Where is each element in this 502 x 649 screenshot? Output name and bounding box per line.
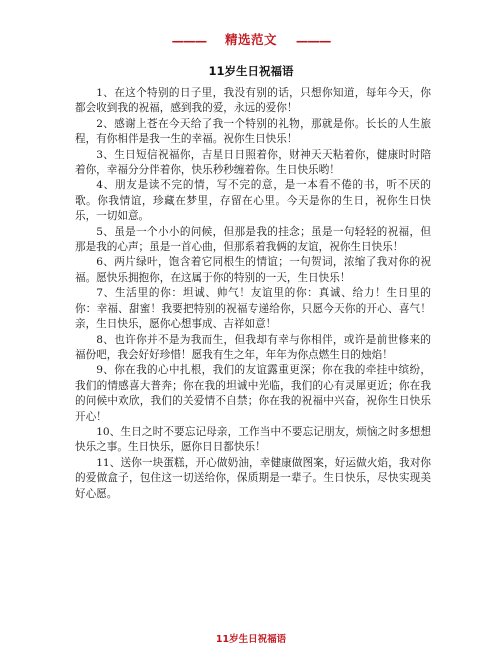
paragraph-5: 5、虽是一个小小的问候，但那是我的挂念；虽是一句轻轻的祝福，但那是我的心声；虽是一首心曲，但那系着我俩的友谊，祝你生日快乐！ [75,225,431,254]
paragraph-3: 3、生日短信祝福你，吉星日日照着你，财神天天粘着你，健康时时陪着你，幸福分分伴着你，快乐秒秒缠着你。生日快乐哟！ [75,148,431,177]
paragraph-9: 9、你在我的心中扎根，我们的友谊露重更深；你在我的牵挂中缤纷，我们的情感喜大普奔；你在我的坦诚中光临，我们的心有灵犀更近；你在我的问候中欢欣，我们的关爱情不自禁；你在我的祝福中兴奋，祝你生日快乐开心！ [75,364,431,423]
paragraph-6: 6、两片绿叶，饱含着它同根生的情谊；一句贺词，浓缩了我对你的祝福。愿快乐拥抱你，在这属于你的特别的一天，生日快乐！ [75,256,431,284]
header-right-rule: ——— [295,33,331,48]
page-footer: 11岁生日祝福语 [215,634,287,645]
header-left-rule: ——— [171,33,207,48]
paragraph-8: 8、也许你并不是为我而生，但我却有幸与你相伴，或许是前世修来的福份吧，我会好好珍惜！愿我有生之年，年年为你点燃生日的烛焰！ [75,333,431,361]
paragraph-11: 11、送你一块蛋糕，开心做奶油，幸健康做图案，好运做火焰，我对你的爱做盒子，包住这一切送给你，保质期是一辈子。生日快乐，尽快实现美好心愿。 [75,456,431,500]
paragraph-1: 1、在这个特别的日子里，我没有别的话，只想你知道，每年今天，你都会收到我的祝福，感到我的爱，永远的爱你！ [75,87,431,115]
paragraph-10: 10、生日之时不要忘记母亲，工作当中不要忘记朋友，烦恼之时多想想快乐之事。生日快乐，愿你日日都快乐！ [75,425,431,454]
header-banner [0,30,502,48]
paragraph-4: 4、朋友是读不完的情，写不完的意，是一本看不倦的书，听不厌的歌。你我情谊，珍藏在梦里，存留在心里。今天是你的生日，祝你生日快乐，一切如意。 [75,179,431,223]
document-title: 11岁生日祝福语 [208,64,294,78]
paragraph-7: 7、生活里的你：坦诚、帅气！友谊里的你：真诚、给力！生日里的你：幸福、甜蜜！我要把特别的祝福专递给你，只愿今天你的开心、喜气！亲，生日快乐，愿你心想事成、吉祥如意！ [75,287,431,331]
header-label: 精选范文 [224,32,277,47]
paragraph-2: 2、感谢上苍在今天给了我一个特别的礼物，那就是你。长长的人生旅程，有你相伴是我一生的幸福。祝你生日快乐！ [75,117,431,146]
document-body [75,86,431,502]
